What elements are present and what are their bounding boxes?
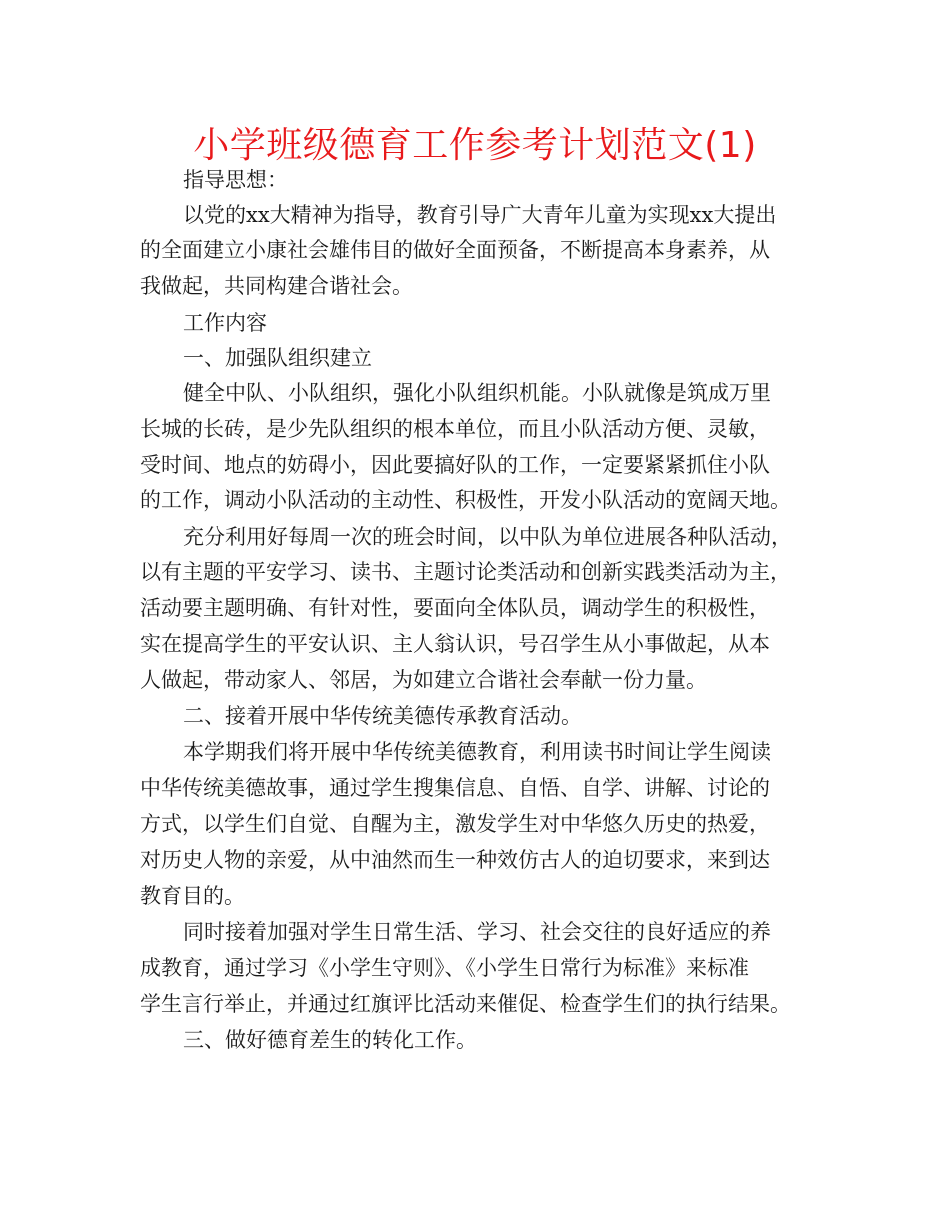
text-line: 中华传统美德故事，通过学生搜集信息、自悟、自学、讲解、讨论的 bbox=[140, 776, 770, 800]
text-line: 成教育，通过学习《小学生守则》、《小学生日常行为标准》来标准 bbox=[140, 956, 749, 980]
document-title: 小学班级德育工作参考计划范文(1) bbox=[193, 125, 757, 166]
text-line: 教育目的。 bbox=[140, 884, 245, 908]
text-line: 以有主题的平安学习、读书、主题讨论类活动和创新实践类活动为主， bbox=[140, 560, 791, 584]
text-line: 我做起，共同构建合谐社会。 bbox=[140, 274, 413, 298]
text-line: 充分利用好每周一次的班会时间，以中队为单位进展各种队活动， bbox=[183, 525, 792, 549]
text-line: 活动要主题明确、有针对性，要面向全体队员，调动学生的积极性， bbox=[140, 596, 770, 620]
text-line: 实在提高学生的平安认识、主人翁认识，号召学生从小事做起，从本 bbox=[140, 632, 770, 656]
text-line: 指导思想： bbox=[183, 168, 288, 192]
text-line: 对历史人物的亲爱，从中油然而生一种效仿古人的迫切要求，来到达 bbox=[140, 848, 770, 872]
text-line: 以党的xx大精神为指导，教育引导广大青年儿童为实现xx大提出 bbox=[183, 203, 777, 227]
text-line: 健全中队、小队组织，强化小队组织机能。小队就像是筑成万里 bbox=[183, 381, 771, 405]
text-line: 的工作，调动小队活动的主动性、积极性，开发小队活动的宽阔天地。 bbox=[140, 488, 791, 512]
text-line: 同时接着加强对学生日常生活、学习、社会交往的良好适应的养 bbox=[183, 920, 771, 944]
text-line: 学生言行举止，并通过红旗评比活动来催促、检查学生们的执行结果。 bbox=[140, 992, 791, 1016]
text-line: 的全面建立小康社会雄伟目的做好全面预备，不断提高本身素养，从 bbox=[140, 238, 770, 262]
text-line: 工作内容 bbox=[183, 311, 267, 335]
text-line: 二、接着开展中华传统美德传承教育活动。 bbox=[183, 704, 582, 728]
text-line: 长城的长砖，是少先队组织的根本单位，而且小队活动方便、灵敏， bbox=[140, 417, 770, 441]
text-line: 受时间、地点的妨碍小，因此要搞好队的工作，一定要紧紧抓住小队 bbox=[140, 453, 770, 477]
text-line: 人做起，带动家人、邻居，为如建立合谐社会奉献一份力量。 bbox=[140, 668, 707, 692]
text-line: 方式，以学生们自觉、自醒为主，激发学生对中华悠久历史的热爱， bbox=[140, 812, 770, 836]
text-line: 一、加强队组织建立 bbox=[183, 346, 372, 370]
text-line: 三、做好德育差生的转化工作。 bbox=[183, 1028, 477, 1052]
text-line: 本学期我们将开展中华传统美德教育，利用读书时间让学生阅读 bbox=[183, 740, 771, 764]
